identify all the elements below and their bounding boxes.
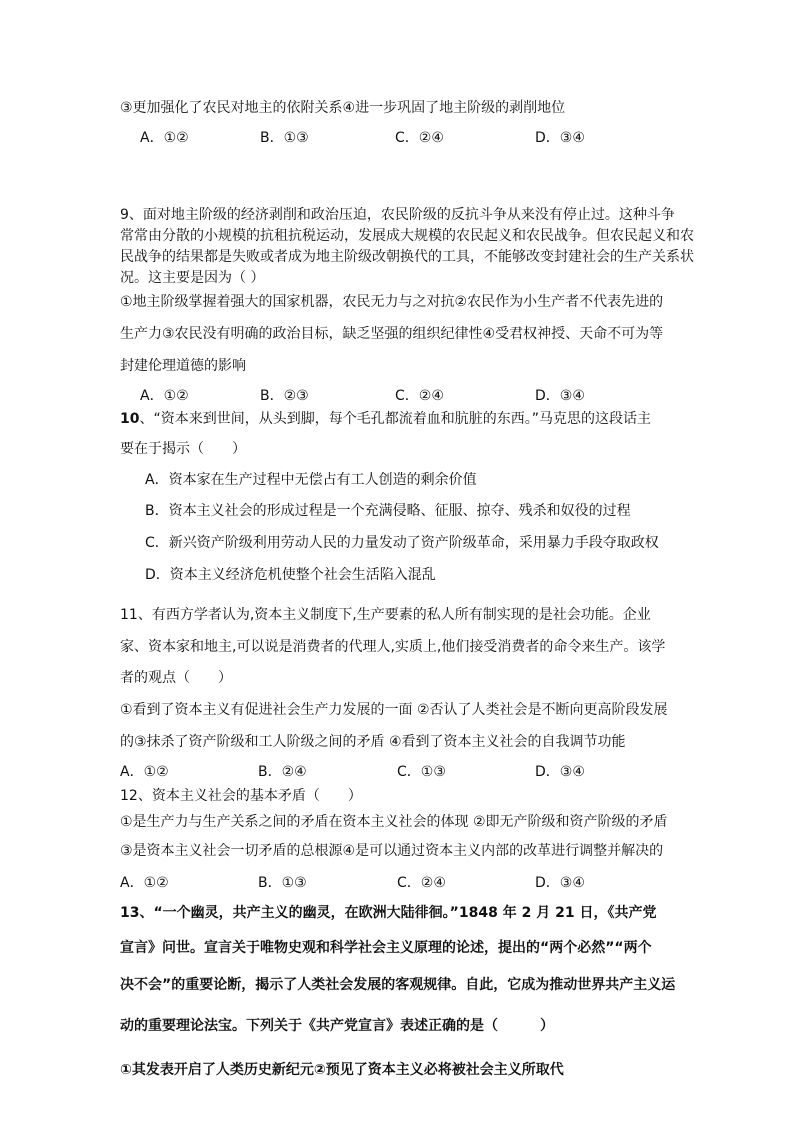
q10-option-d[interactable]: D．资本主义经济危机使整个社会生活陷入混乱 [145, 567, 436, 583]
q10-number: 10 [120, 411, 140, 427]
q9-stem-line-2: 常常由分散的小规模的抗租抗税运动，发展成大规模的农民起义和农民战争。但农民起义和农 [120, 228, 694, 244]
q13-stem-line-4: 动的重要理论法宝。下列关于《共产党宣言》表述正确的是（ ） [120, 1018, 554, 1034]
q9-option-d[interactable]: D．③④ [535, 388, 585, 404]
q12-option-b[interactable]: B．①③ [258, 875, 307, 891]
q10-option-a[interactable]: A．资本家在生产过程中无偿占有工人创造的剩余价值 [145, 472, 477, 488]
q10-option-c[interactable]: C．新兴资产阶级利用劳动人民的力量发动了资产阶级革命，采用暴力手段夺取政权 [145, 535, 659, 551]
q11-stem-line-2: 家、资本家和地主,可以说是消费者的代理人,实质上,他们接受消费者的命令来生产。该学 [120, 639, 666, 655]
q12-option-a[interactable]: A．①② [120, 875, 169, 891]
q12-stem: 12、资本主义社会的基本矛盾（ ） [120, 788, 362, 804]
q12-statement-1: ①是生产力与生产关系之间的矛盾在资本主义社会的体现 ②即无产阶级和资产阶级的矛盾 [120, 814, 668, 830]
q13-stem-line-1: 13、“一个幽灵，共产主义的幽灵，在欧洲大陆徘徊。”1848 年 2 月 21 日，《共产党 [120, 905, 657, 921]
q9-stem-line-1: 9、面对地主阶级的经济剥削和政治压迫，农民阶级的反抗斗争从来没有停止过。这种斗争 [120, 207, 675, 223]
q13-statement-1: ①其发表开启了人类历史新纪元②预见了资本主义必将被社会主义所取代 [120, 1062, 564, 1078]
q12-option-c[interactable]: C．②④ [397, 875, 446, 891]
q8-option-d[interactable]: D．③④ [535, 130, 585, 146]
q10-option-b[interactable]: B．资本主义社会的形成过程是一个充满侵略、征服、掠夺、残杀和奴役的过程 [145, 503, 631, 519]
q9-option-a[interactable]: A．①② [140, 388, 189, 404]
q8-option-b[interactable]: B．①③ [260, 130, 309, 146]
q9-statement-1: ①地主阶级掌握着强大的国家机器，农民无力与之对抗②农民作为小生产者不代表先进的 [120, 294, 664, 310]
q11-option-d[interactable]: D．③④ [535, 764, 585, 780]
q9-options [120, 386, 720, 406]
q9-option-c[interactable]: C．②④ [395, 388, 444, 404]
q11-statement-1: ①看到了资本主义有促进社会生产力发展的一面 ②否认了人类社会是不断向更高阶段发展 [120, 702, 668, 718]
q9-statement-2: 生产力③农民没有明确的政治目标，缺乏坚强的组织纪律性④受君权神授、天命不可为等 [120, 326, 664, 342]
q10-stem-text: 、“资本来到世间，从头到脚，每个毛孔都流着血和肮脏的东西。”马克思的这段话主 [139, 411, 651, 427]
q13-stem-line-3: 决不会”的重要论断，揭示了人类社会发展的客观规律。自此，它成为推动世界共产主义运 [120, 977, 676, 993]
q8-option-c[interactable]: C．②④ [395, 130, 444, 146]
q11-option-a[interactable]: A．①② [120, 764, 169, 780]
q8-options [120, 128, 720, 148]
q11-options [120, 762, 720, 782]
q9-statement-3: 封建伦理道德的影响 [120, 358, 246, 374]
q11-option-b[interactable]: B．②④ [258, 764, 307, 780]
q8-statement-tail: ③更加强化了农民对地主的依附关系④进一步巩固了地主阶级的剥削地位 [120, 100, 566, 116]
q8-option-a[interactable]: A．①② [140, 130, 189, 146]
q9-option-b[interactable]: B．②③ [260, 388, 309, 404]
q9-stem-line-3: 民战争的结果都是失败或者成为地主阶级改朝换代的工具，不能够改变封建社会的生产关系状 [120, 249, 694, 265]
q12-statement-2: ③是资本主义社会一切矛盾的总根源④是可以通过资本主义内部的改革进行调整并解决的 [120, 843, 664, 859]
q12-option-d[interactable]: D．③④ [535, 875, 585, 891]
q11-option-c[interactable]: C．①③ [397, 764, 446, 780]
q11-statement-2: 的③抹杀了资产阶级和工人阶级之间的矛盾 ④看到了资本主义社会的自我调节功能 [120, 734, 626, 750]
q10-stem-line-1 [120, 409, 651, 429]
q10-stem-line-2: 要在于揭示（ ） [120, 441, 246, 457]
q11-stem-line-1: 11、有西方学者认为,资本主义制度下,生产要素的私人所有制实现的是社会功能。企业 [120, 607, 651, 623]
q11-stem-line-3: 者的观点（ ） [120, 670, 232, 686]
q12-options [120, 873, 720, 893]
q9-stem-line-4: 况。这主要是因为（ ） [120, 270, 265, 286]
q13-stem-line-2: 宣言》问世。宣言关于唯物史观和科学社会主义原理的论述，提出的“两个必然”“两个 [120, 940, 652, 956]
